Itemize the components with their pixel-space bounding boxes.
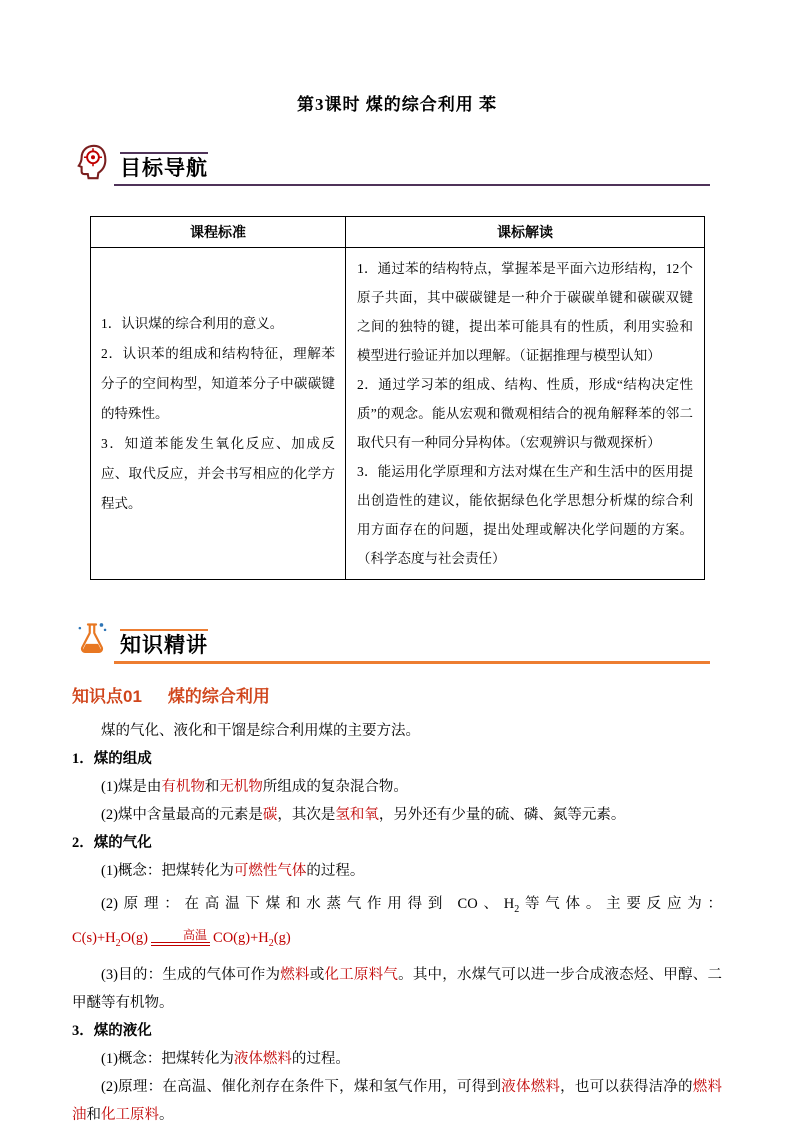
standard-item: 3．知道苯能发生氧化反应、加成反应、取代反应，并会书写相应的化学方程式。 <box>101 435 335 511</box>
interpretation-cell <box>346 248 705 580</box>
knowledge-title-stack <box>120 629 208 658</box>
principle-text: (2)原理：在高温下煤和水蒸气作用得到 CO、$H_2$等气体。主要反应为： <box>101 896 722 915</box>
reaction-condition: 高温 <box>151 929 210 946</box>
table-body-row <box>91 248 705 580</box>
liquefaction-principle: (2)原理：在高温、催化剂存在条件下，煤和氢气作用，可得到液体燃料，也可以获得洁净的燃料油和化工原料。 <box>72 1078 723 1123</box>
goal-section-title: 目标导航 <box>120 157 208 180</box>
intro-paragraph: 煤的气化、液化和干馏是综合利用煤的主要方法。 <box>101 723 420 739</box>
goal-title-stack <box>120 152 208 181</box>
knowledge-topline <box>120 629 208 631</box>
flask-icon <box>74 620 112 658</box>
standards-table <box>90 216 705 580</box>
table-header-row <box>91 217 705 248</box>
goal-navigation-banner <box>74 143 722 181</box>
col-header-interpretation: 课标解读 <box>346 217 705 248</box>
standard-item: 1．认识煤的综合利用的意义。 <box>101 315 284 331</box>
heading-coal-composition: 1．煤的组成 <box>72 751 152 767</box>
knowledge-section-title: 知识精讲 <box>120 634 208 657</box>
equation-left: $C(s)+H_2O(g)$ <box>72 929 149 949</box>
heading-coal-gasification: 2．煤的气化 <box>72 835 152 851</box>
knowledge-point-title: 煤的综合利用 <box>167 687 270 706</box>
goal-head-icon <box>74 143 112 181</box>
goal-underline <box>114 184 710 186</box>
composition-item-2: (2)煤中含量最高的元素是碳，其次是氢和氧，另外还有少量的硫、磷、氮等元素。 <box>101 807 626 823</box>
page-title: 第3课时 煤的综合利用 苯 <box>297 95 497 114</box>
chemical-equation <box>72 927 291 949</box>
knowledge-point-label: 知识点01 <box>72 687 142 706</box>
double-bond-line <box>151 942 210 946</box>
goal-topline <box>120 152 208 154</box>
interpretation-item: 3．能运用化学原理和方法对煤在生产和生活中的医用提出创造性的建议，能依据绿色化学思想分析煤的综合利用方面存在的问题，提出处理或解决化学问题的方案。（科学态度与社会责任） <box>357 464 693 566</box>
interpretation-item: 1．通过苯的结构特点，掌握苯是平面六边形结构，12个原子共面，其中碳碳键是一种介于碳碳单键和碳碳双键之间的独特的键，提出苯可能具有的性质，利用实验和模型进行验证并加以理解。（证据推理与模型认知） <box>357 261 693 363</box>
gasification-purpose: (3)目的：生成的气体可作为燃料或化工原料气。其中，水煤气可以进一步合成液态烃、甲醇、二甲醚等有机物。 <box>72 966 723 1011</box>
liquefaction-concept: (1)概念：把煤转化为液体燃料的过程。 <box>101 1050 350 1067</box>
interpretation-item: 2．通过学习苯的组成、结构、性质，形成“结构决定性质”的观念。能从宏观和微观相结合的视角解释苯的邻二取代只有一种同分异构体。（宏观辨识与微观探析） <box>357 377 693 450</box>
gasification-principle <box>72 885 722 961</box>
knowledge-banner <box>74 620 722 658</box>
knowledge-point-heading <box>72 682 722 707</box>
knowledge-underline <box>114 661 710 664</box>
course-standard-cell <box>91 248 346 580</box>
composition-item-1: (1)煤是由有机物和无机物所组成的复杂混合物。 <box>101 779 408 795</box>
gasification-concept: (1)概念：把煤转化为可燃性气体的过程。 <box>101 863 365 879</box>
heading-coal-liquefaction: 3．煤的液化 <box>72 1022 152 1039</box>
equation-right: $CO(g)+H_2(g)$ <box>213 929 291 949</box>
col-header-course-standard: 课程标准 <box>91 217 346 248</box>
standard-item: 2．认识苯的组成和结构特征，理解苯分子的空间构型，知道苯分子中碳碳键的特殊性。 <box>101 345 335 421</box>
knowledge-content <box>72 717 722 1123</box>
